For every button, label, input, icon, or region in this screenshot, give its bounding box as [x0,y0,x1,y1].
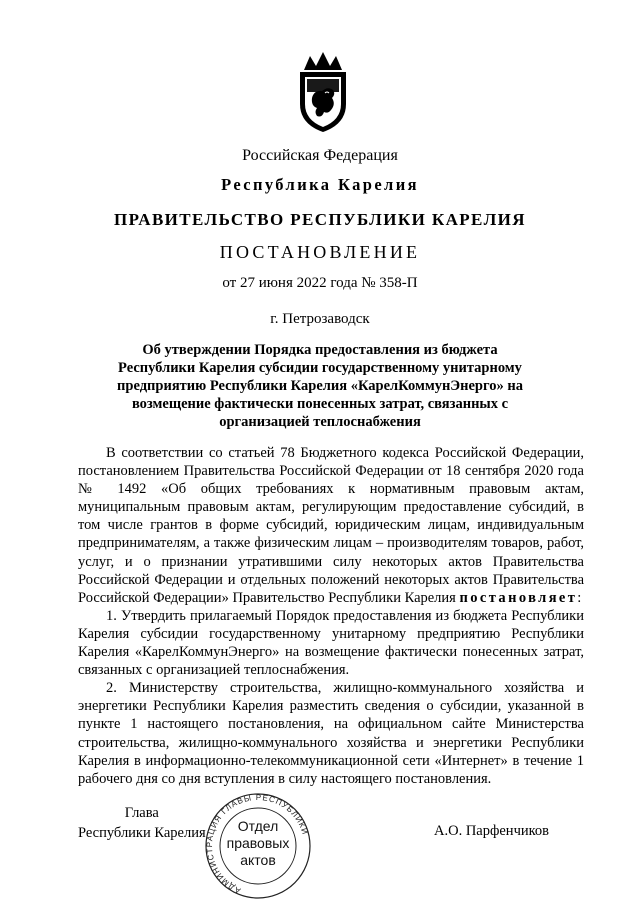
preamble-paragraph [78,444,584,607]
stamp-ring-text: АДМИНИСТРАЦИЯ ГЛАВЫ РЕСПУБЛИКИ [204,792,310,896]
preamble-text: В соответствии со статьей 78 Бюджетного кодекса Российской Федерации, постановлением Правительства Российской Федерации от 18 сентября 2020 года № 1492 «Об общих требованиях к нормативным правовым актам, муниципальным правовым актам, регулирующим предоставление субсидий, в том числе грантов в форме субсидий, юридическим лицам, индивидуальным предпринимателям, а также физическим лицам – производителям товаров, работ, услуг, и о признании утратившими силу некоторых актов Правительства Российской Федерации и отдельных положений некоторых актов Правительства Российской Федерации» Правительство Республики Карелия [78,445,584,606]
resolves-word: постановляет [459,589,578,606]
document-subject: Об утверждении Порядка предоставления из бюджета Республики Карелия субсидии государственному унитарному предприятию Республики Карелия «КарелКоммунЭнерго» на возмещение фактически понесенных затрат, связанных с организацией теплоснабжения [117,342,523,430]
signatory-name: А.О. Парфенчиков [434,823,550,839]
stamp-line3: актов [240,852,276,868]
republic-name: Республика Карелия [221,175,419,194]
country-name: Российская Федерация [242,147,398,164]
signatory-title [78,803,206,843]
signatory-title-line1: Глава [124,805,159,821]
coat-of-arms-icon [296,52,350,134]
document-type: ПОСТАНОВЛЕНИЕ [219,242,421,262]
date-and-number: от 27 июня 2022 года № 358-П [222,275,418,291]
signatory-title-line2: Республики Карелия [78,825,206,841]
document-body [78,444,584,788]
city: г. Петрозаводск [270,311,370,327]
colon: : [577,589,582,606]
item-1-paragraph: 1. Утвердить прилагаемый Порядок предоставления из бюджета Республики Карелия субсидии государственному унитарному предприятию Республики Карелия «КарелКоммунЭнерго» на возмещение фактически понесенных затрат, связанных с организацией теплоснабжения. [78,607,584,679]
government-title: ПРАВИТЕЛЬСТВО РЕСПУБЛИКИ КАРЕЛИЯ [114,210,526,229]
stamp-line2: правовых [226,835,290,851]
item-2-paragraph: 2. Министерству строительства, жилищно-коммунального хозяйства и энергетики Республики Карелия разместить сведения о субсидии, указанной в пункте 1 настоящего постановления, на официальном сайте Министерства строительства, жилищно-коммунального хозяйства и энергетики Республики Карелия в информационно-телекоммуникационной сети «Интернет» в течение 1 рабочего дня со дня вступления в силу настоящего постановления. [78,680,584,787]
stamp-line1: Отдел [237,818,279,834]
